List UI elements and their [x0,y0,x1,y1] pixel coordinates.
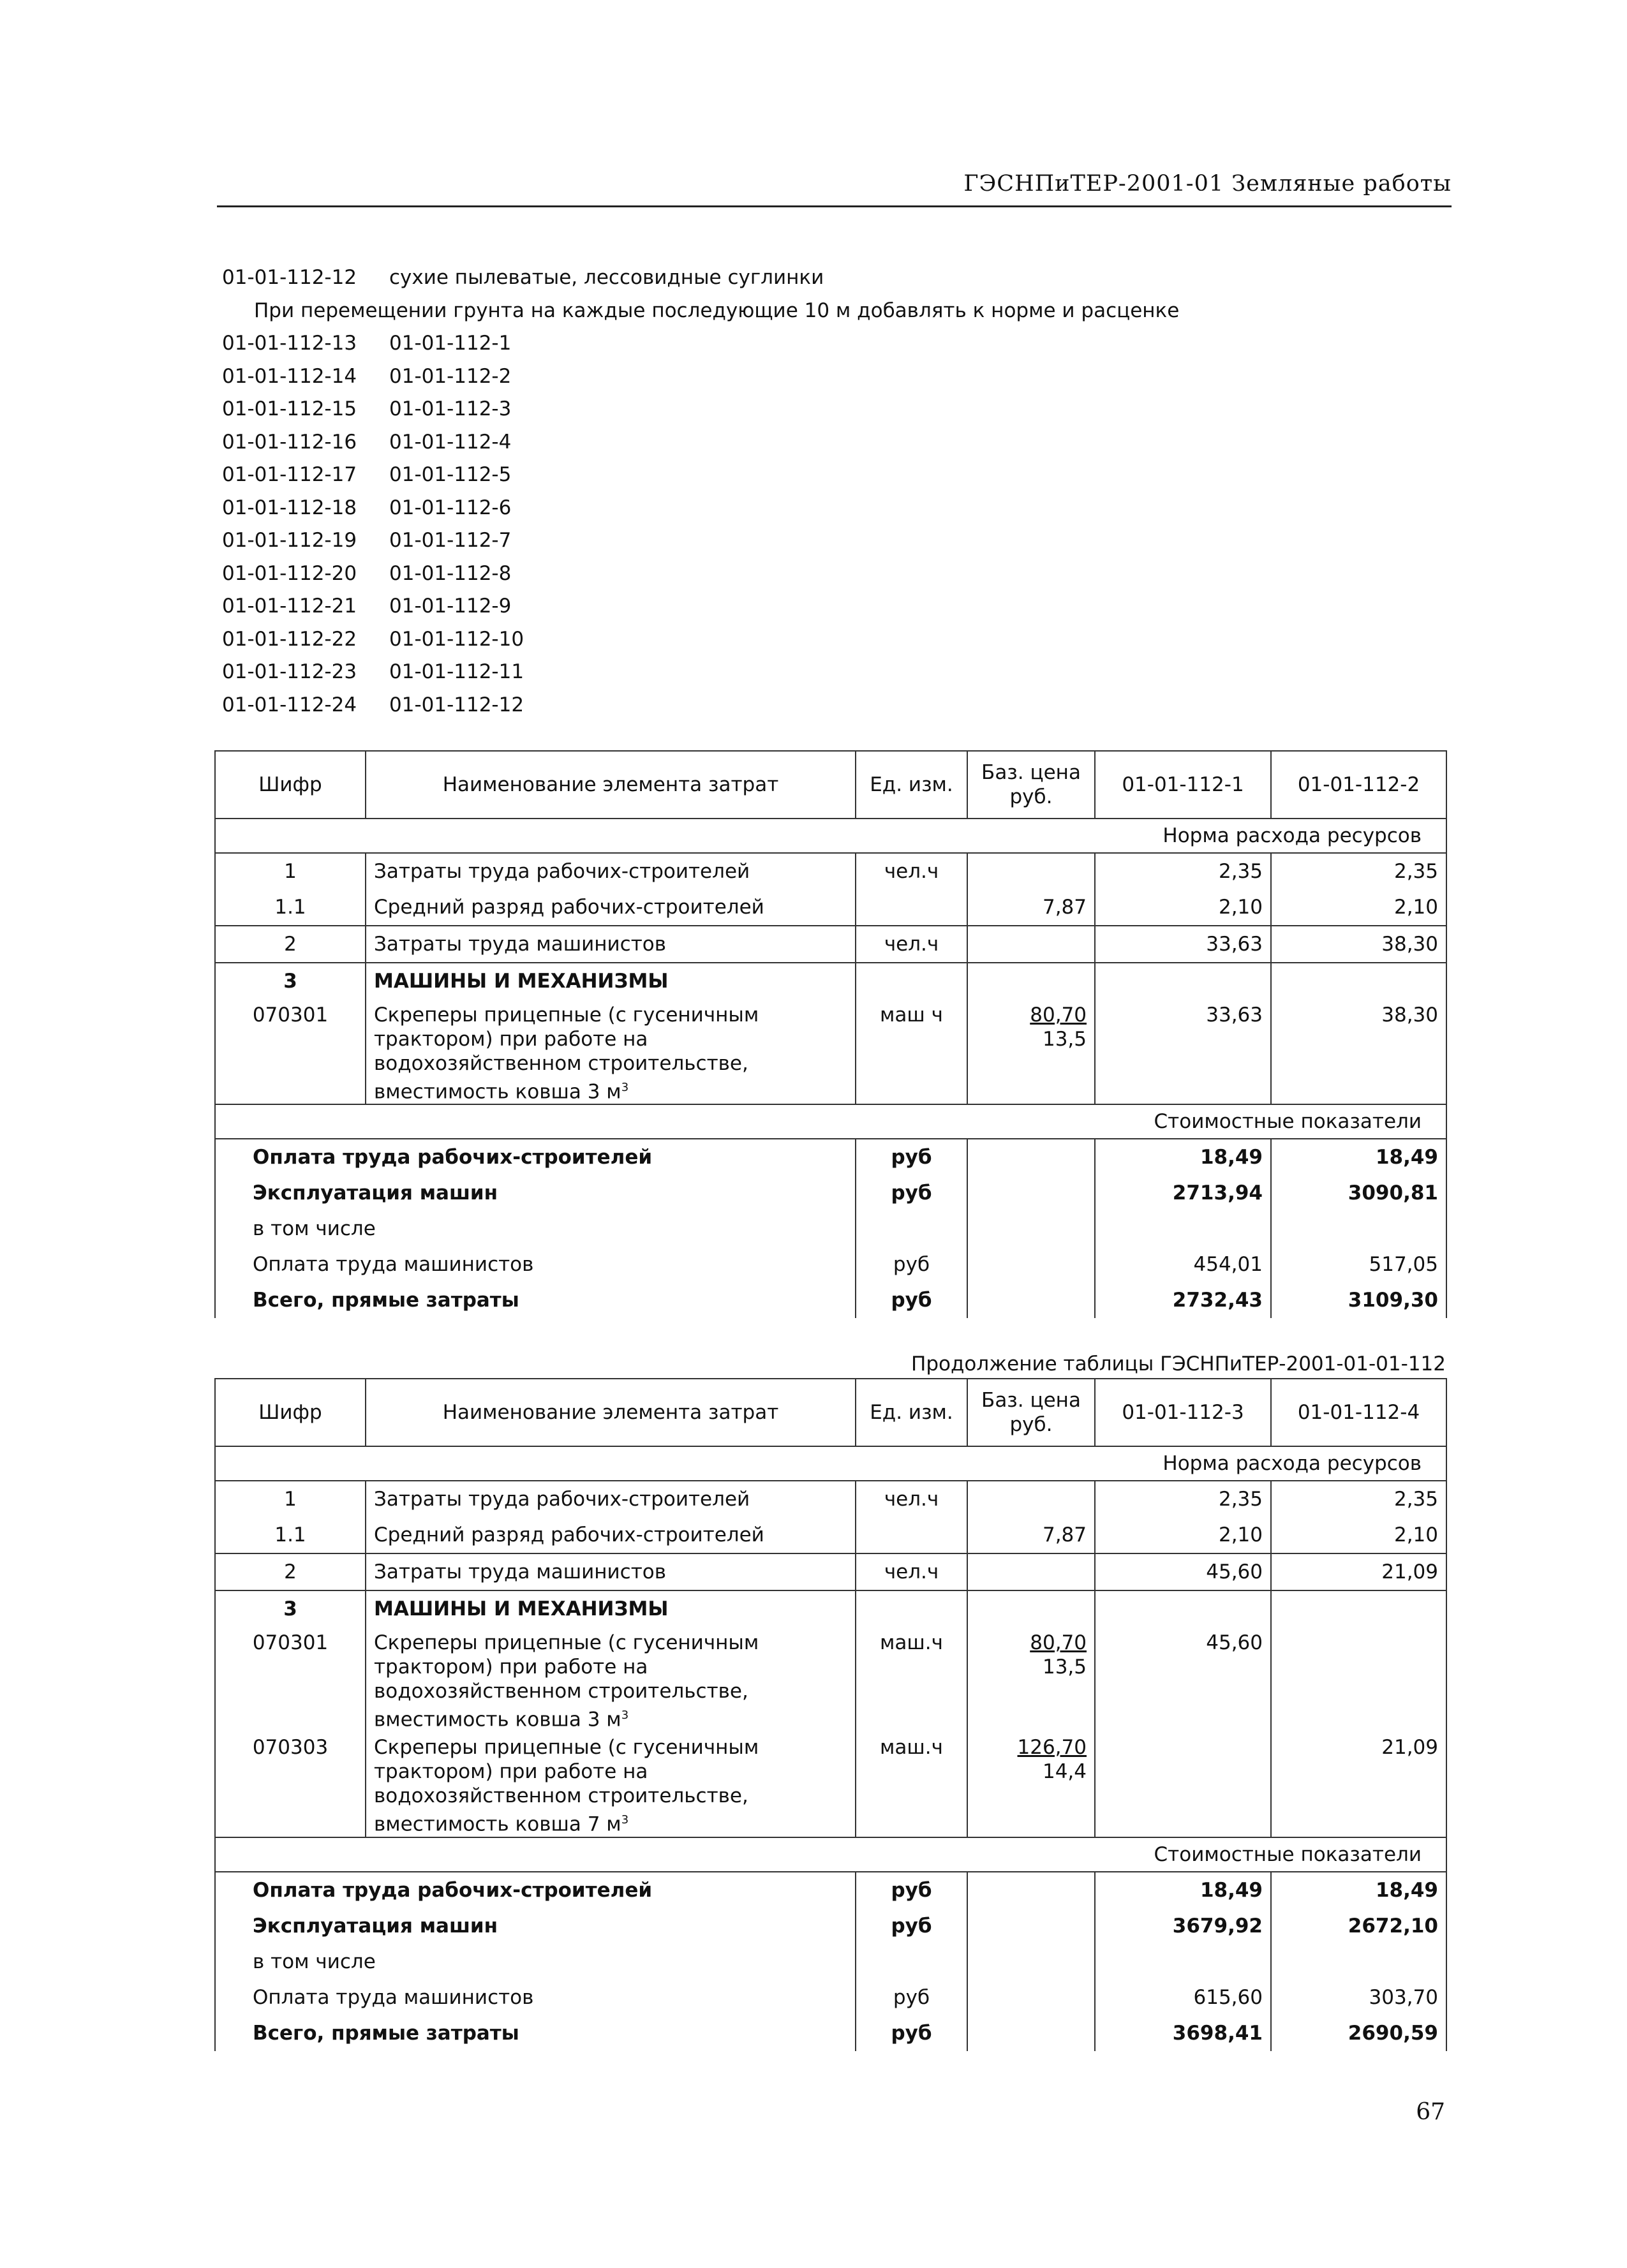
list-item: 01-01-112-14 01-01-112-2 [222,364,512,388]
list-item: 01-01-112-23 01-01-112-11 [222,660,524,683]
intro-list [222,262,1179,722]
table-row: 1.1 Средний разряд рабочих-строителей 7,87 2,10 2,10 [215,1517,1446,1553]
table-row: Оплата труда рабочих-строителей руб 18,49 18,49 [215,1872,1446,1908]
list-item: 01-01-112-13 01-01-112-1 [222,332,512,355]
table-row: Всего, прямые затраты руб 2732,43 3109,30 [215,1282,1446,1318]
header-col1: 01-01-112-3 [1095,1379,1271,1446]
table-row: 070301 Скреперы прицепные (с гусеничным трактором) при работе на водохозяйственном строительстве, вместимость ковша 3 $м^3$ маш ч 80,70 13,5 33,63 38,30 [215,999,1446,1104]
list-item: 01-01-112-20 01-01-112-8 [222,561,512,585]
table-row: 3 МАШИНЫ И МЕХАНИЗМЫ [215,963,1446,999]
header-price: Баз. цена руб. [967,1379,1095,1446]
table-row: в том числе [215,1211,1446,1247]
table-header-row [215,751,1446,819]
intro-code: 01-01-112-12 [222,266,357,289]
intro-note: При перемещении грунта на каждые последующие 10 м добавлять к норме и расценке [254,299,1180,322]
header-name: Наименование элемента затрат [366,751,856,819]
table-row: 1 Затраты труда рабочих-строителей чел.ч 2,35 2,35 [215,853,1446,889]
table-row: 2 Затраты труда машинистов чел.ч 33,63 38,30 [215,926,1446,963]
table-row: Оплата труда машинистов руб 615,60 303,70 [215,1980,1446,2015]
header-title: ГЭСНПиТЕР-2001-01 Земляные работы [963,171,1452,196]
table-row: Оплата труда рабочих-строителей руб 18,49 18,49 [215,1139,1446,1175]
section-cost-label: Стоимостные показатели [215,1104,1446,1139]
intro-first-row [222,262,1179,295]
header-code: Шифр [215,1379,366,1446]
page-header [217,165,1452,207]
continuation-title: Продолжение таблицы ГЭСНПиТЕР-2001-01-01-112 [911,1353,1446,1375]
section-norm-row [215,1446,1446,1481]
list-item: 01-01-112-15 01-01-112-3 [222,397,512,420]
table-row: Всего, прямые затраты руб 3698,41 2690,59 [215,2015,1446,2051]
list-item: 01-01-112-16 01-01-112-4 [222,430,512,454]
list-item: 01-01-112-21 01-01-112-9 [222,595,512,618]
header-col2: 01-01-112-4 [1271,1379,1446,1446]
section-norm-row [215,819,1446,853]
table-row: 2 Затраты труда машинистов чел.ч 45,60 21,09 [215,1553,1446,1590]
table-header-row [215,1379,1446,1446]
cost-table-2 [214,1378,1447,2051]
list-item: 01-01-112-18 01-01-112-6 [222,496,512,519]
list-item: 01-01-112-19 01-01-112-7 [222,529,512,552]
list-item: 01-01-112-24 01-01-112-12 [222,693,524,716]
section-norm-label: Норма расхода ресурсов [215,1446,1446,1481]
section-norm-label: Норма расхода ресурсов [215,819,1446,853]
header-name: Наименование элемента затрат [366,1379,856,1446]
table-row: 070301 Скреперы прицепные (с гусеничным трактором) при работе на водохозяйственном строительстве, вместимость ковша 3 $м^3$ маш.ч 80,70 13,5 45,60 [215,1627,1446,1731]
table-row: в том числе [215,1944,1446,1980]
table-row: 3 МАШИНЫ И МЕХАНИЗМЫ [215,1590,1446,1627]
table-row: Эксплуатация машин руб 3679,92 2672,10 [215,1908,1446,1944]
intro-text: сухие пылеватые, лессовидные суглинки [389,266,824,289]
header-unit: Ед. изм. [856,1379,967,1446]
header-price: Баз. цена руб. [967,751,1095,819]
table-row: 1.1 Средний разряд рабочих-строителей 7,87 2,10 2,10 [215,889,1446,926]
header-unit: Ед. изм. [856,751,967,819]
table-row: 1 Затраты труда рабочих-строителей чел.ч 2,35 2,35 [215,1481,1446,1517]
header-col2: 01-01-112-2 [1271,751,1446,819]
section-cost-label: Стоимостные показатели [215,1837,1446,1872]
page-number: 67 [1416,2099,1445,2125]
list-item: 01-01-112-22 01-01-112-10 [222,627,524,651]
table-row: Эксплуатация машин руб 2713,94 3090,81 [215,1175,1446,1211]
section-cost-row [215,1837,1446,1872]
header-code: Шифр [215,751,366,819]
header-col1: 01-01-112-1 [1095,751,1271,819]
section-cost-row [215,1104,1446,1139]
list-item: 01-01-112-17 01-01-112-5 [222,463,512,486]
cost-table-1 [214,750,1447,1318]
table-row: Оплата труда машинистов руб 454,01 517,05 [215,1247,1446,1282]
table-row: 070303 Скреперы прицепные (с гусеничным трактором) при работе на водохозяйственном строительстве, вместимость ковша 7 $м^3$ маш.ч 126,70 14,4 21,09 [215,1731,1446,1837]
